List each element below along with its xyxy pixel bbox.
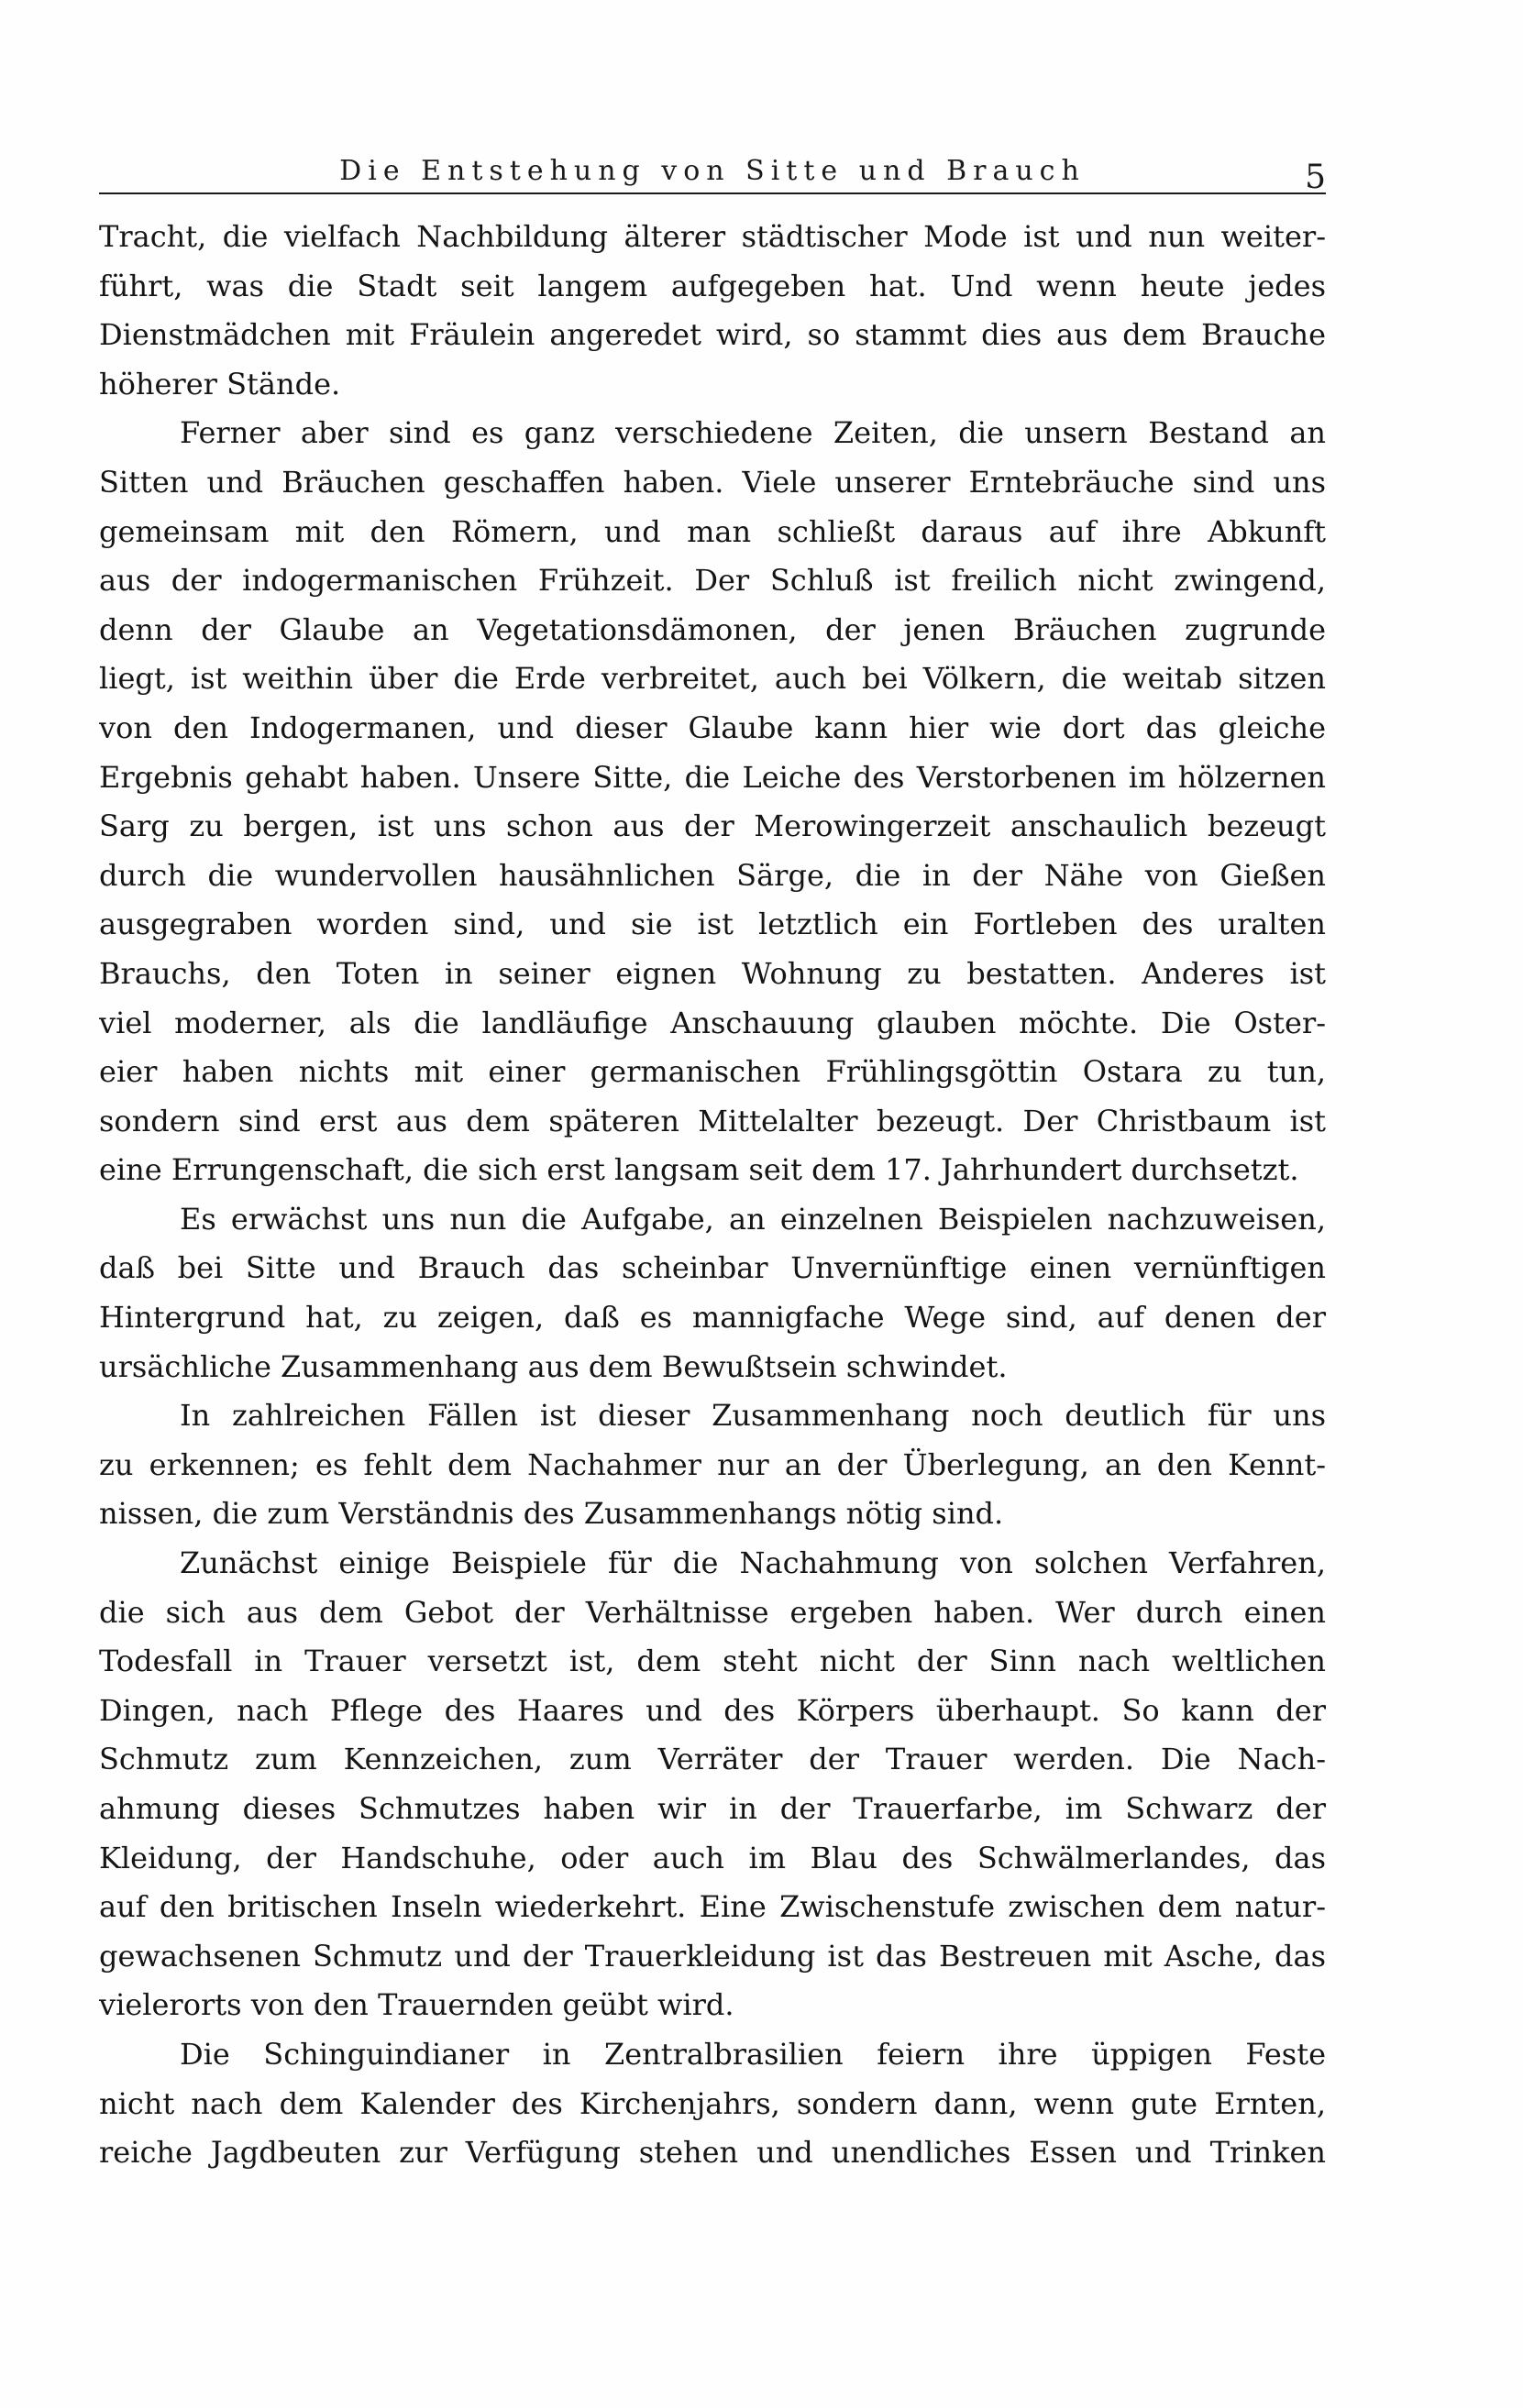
text-line: liegt, ist weithin über die Erde verbreitet, auch bei Völkern, die weitab sitzen bbox=[99, 661, 1326, 697]
text-line: Dingen, nach Pflege des Haares und des Körpers überhaupt. So kann der bbox=[99, 1692, 1326, 1728]
text-line: Schmutz zum Kennzeichen, zum Verräter der Trauer werden. Die Nach- bbox=[99, 1742, 1326, 1777]
text-line: auf den britischen Inseln wiederkehrt. Eine Zwischenstufe zwischen dem natur- bbox=[99, 1889, 1326, 1925]
text-line: ahmung dieses Schmutzes haben wir in der Trauerfarbe, im Schwarz der bbox=[99, 1791, 1326, 1826]
text-line: durch die wundervollen hausähnlichen Särge, die in der Nähe von Gießen bbox=[99, 857, 1326, 893]
text-line: Brauchs, den Toten in seiner eignen Wohnung zu bestatten. Anderes ist bbox=[99, 955, 1326, 991]
page-header bbox=[99, 137, 1326, 194]
text-line: höherer Stände. bbox=[99, 366, 341, 401]
text-line: führt, was die Stadt seit langem aufgegeben hat. Und wenn heute jedes bbox=[99, 268, 1326, 303]
text-line: ursächliche Zusammenhang aus dem Bewußtsein schwindet. bbox=[99, 1348, 1008, 1384]
text-line: die sich aus dem Gebot der Verhältnisse ergeben haben. Wer durch einen bbox=[99, 1594, 1326, 1630]
text-line: Sarg zu bergen, ist uns schon aus der Merowingerzeit anschaulich bezeugt bbox=[99, 808, 1326, 844]
text-line: Dienstmädchen mit Fräulein angeredet wird, so stammt dies aus dem Brauche bbox=[99, 317, 1326, 353]
text-line: vielerorts von den Trauernden geübt wird. bbox=[99, 1987, 734, 2023]
text-line: gewachsenen Schmutz und der Trauerkleidung ist das Bestreuen mit Asche, das bbox=[99, 1938, 1326, 1974]
page-number: 5 bbox=[1305, 159, 1326, 196]
running-title: Die Entstehung von Sitte und Brauch bbox=[339, 155, 1086, 187]
text-line: ausgegraben worden sind, und sie ist letztlich ein Fortleben des uralten bbox=[99, 907, 1326, 942]
text-line: Es erwächst uns nun die Aufgabe, an einzelnen Beispielen nachzuweisen, bbox=[180, 1201, 1326, 1237]
text-line: In zahlreichen Fällen ist dieser Zusammenhang noch deutlich für uns bbox=[180, 1398, 1326, 1434]
text-line: viel moderner, als die landläufige Anschauung glauben möchte. Die Oster- bbox=[99, 1005, 1326, 1040]
text-line: Tracht, die vielfach Nachbildung älterer städtischer Mode ist und nun weiter- bbox=[99, 219, 1326, 254]
text-line: nissen, die zum Verständnis des Zusammenhangs nötig sind. bbox=[99, 1496, 1004, 1532]
text-line: sondern sind erst aus dem späteren Mittelalter bezeugt. Der Christbaum ist bbox=[99, 1103, 1326, 1138]
text-line: aus der indogermanischen Frühzeit. Der Schluß ist freilich nicht zwingend, bbox=[99, 563, 1326, 599]
text-line: Ferner aber sind es ganz verschiedene Zeiten, die unsern Bestand an bbox=[180, 415, 1326, 451]
text-line: eine Errungenschaft, die sich erst langsam seit dem 17. Jahrhundert durchsetzt. bbox=[99, 1152, 1299, 1188]
text-line: denn der Glaube an Vegetationsdämonen, der jenen Bräuchen zugrunde bbox=[99, 611, 1326, 647]
text-line: Kleidung, der Handschuhe, oder auch im Blau des Schwälmerlandes, das bbox=[99, 1840, 1326, 1875]
text-line: zu erkennen; es fehlt dem Nachahmer nur an der Überlegung, an den Kennt- bbox=[99, 1446, 1326, 1482]
text-line: gemeinsam mit den Römern, und man schließt daraus auf ihre Abkunft bbox=[99, 513, 1326, 549]
text-line: Zunächst einige Beispiele für die Nachahmung von solchen Verfahren, bbox=[180, 1545, 1326, 1581]
text-line: Ergebnis gehabt haben. Unsere Sitte, die Leiche des Verstorbenen im hölzernen bbox=[99, 759, 1326, 795]
text-line: von den Indogermanen, und dieser Glaube kann hier wie dort das gleiche bbox=[99, 709, 1326, 745]
text-line: eier haben nichts mit einer germanischen Frühlingsgöttin Ostara zu tun, bbox=[99, 1054, 1326, 1090]
text-line: Die Schinguindianer in Zentralbrasilien feiern ihre üppigen Feste bbox=[180, 2036, 1326, 2072]
text-line: nicht nach dem Kalender des Kirchenjahrs, sondern dann, wenn gute Ernten, bbox=[99, 2085, 1326, 2121]
text-line: reiche Jagdbeuten zur Verfügung stehen und unendliches Essen und Trinken bbox=[99, 2135, 1326, 2171]
text-line: Todesfall in Trauer versetzt ist, dem steht nicht der Sinn nach weltlichen bbox=[99, 1644, 1326, 1679]
text-line: Sitten und Bräuchen geschaffen haben. Viele unserer Erntebräuche sind uns bbox=[99, 464, 1326, 500]
text-line: Hintergrund hat, zu zeigen, daß es mannigfache Wege sind, auf denen der bbox=[99, 1300, 1326, 1336]
text-line: daß bei Sitte und Brauch das scheinbar Unvernünftige einen vernünftigen bbox=[99, 1250, 1326, 1286]
body-text bbox=[99, 213, 1326, 2178]
